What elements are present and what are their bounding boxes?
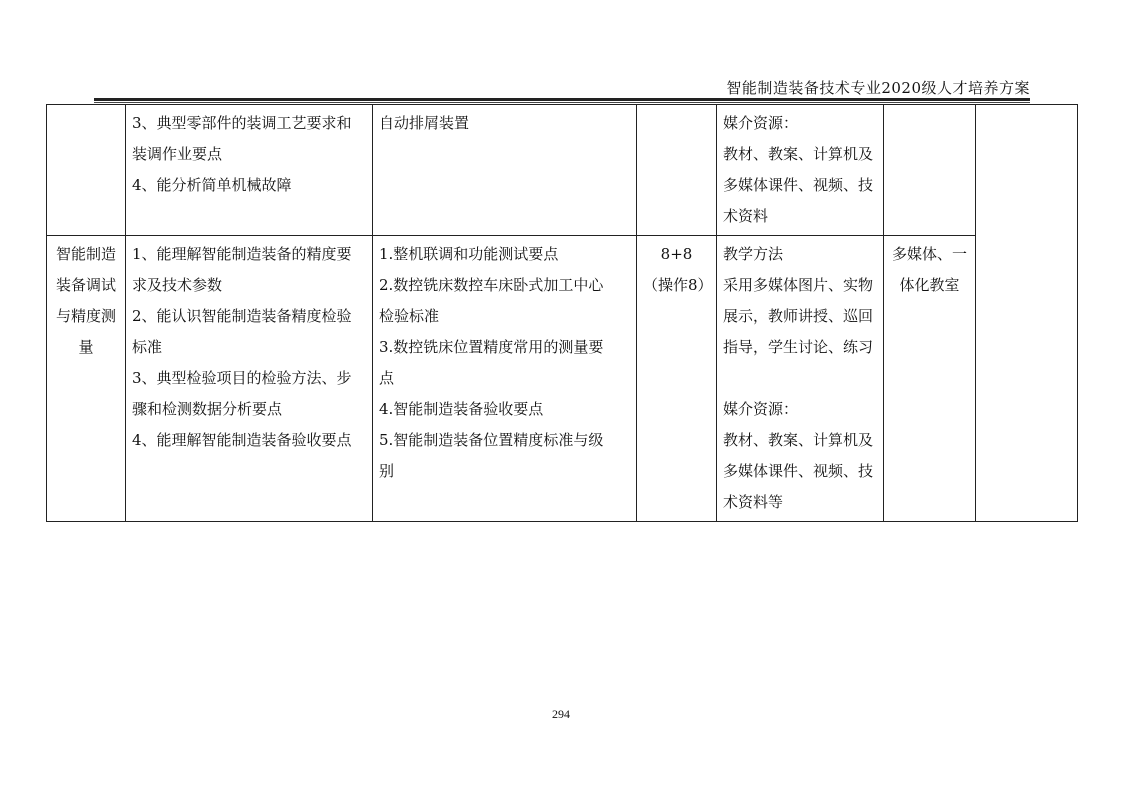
content-cell [373, 236, 637, 522]
objective-line: 标准 [132, 338, 163, 356]
hours-cell [637, 236, 717, 522]
methods-line: 教学方法 [723, 245, 784, 263]
content-line: 别 [379, 462, 395, 480]
module-line: 量 [78, 338, 94, 356]
table-row [47, 105, 1078, 236]
venue-cell [884, 236, 976, 522]
header-rule-thin [94, 102, 1030, 103]
methods-cell [717, 105, 884, 236]
methods-line: 教材、教案、计算机及 [723, 431, 874, 449]
table-row [47, 236, 1078, 522]
methods-line: 媒介资源： [723, 400, 799, 418]
objective-line: 骤和检测数据分析要点 [132, 400, 283, 418]
module-line: 智能制造 [55, 245, 116, 263]
objective-line: 1、能理解智能制造装备的精度要 [132, 245, 352, 263]
document-header-title: 智能制造装备技术专业2020级人才培养方案 [726, 79, 1030, 97]
content-line: 4.智能制造装备验收要点 [379, 400, 544, 418]
page-number: 294 [552, 707, 570, 721]
content-line: 检验标准 [379, 307, 440, 325]
objective-line: 3、典型零部件的装调工艺要求和 [132, 114, 352, 132]
objective-line: 求及技术参数 [132, 276, 223, 294]
content-line: 1.整机联调和功能测试要点 [379, 245, 559, 263]
objective-line: 4、能理解智能制造装备验收要点 [132, 431, 352, 449]
remarks-cell [976, 105, 1078, 522]
methods-line: 教材、教案、计算机及 [723, 145, 874, 163]
content-line: 自动排屑装置 [379, 114, 470, 132]
methods-line: 展示，教师讲授、巡回 [723, 307, 874, 325]
content-line: 2.数控铣床数控车床卧式加工中心 [379, 276, 604, 294]
objectives-cell [126, 236, 373, 522]
hours-line: 8+8 [660, 245, 693, 263]
module-line: 装备调试 [55, 276, 116, 294]
venue-line: 体化教室 [899, 276, 960, 294]
content-line: 3.数控铣床位置精度常用的测量要 [379, 338, 604, 356]
objective-line: 装调作业要点 [132, 145, 223, 163]
methods-line: 媒介资源： [723, 114, 799, 132]
methods-line: 采用多媒体图片、实物 [723, 276, 874, 294]
module-line: 与精度测 [55, 307, 116, 325]
methods-line: 指导，学生讨论、练习 [723, 338, 874, 356]
curriculum-table [46, 104, 1078, 522]
content-line: 点 [379, 369, 395, 387]
methods-line: 术资料 [723, 207, 769, 225]
methods-cell [717, 236, 884, 522]
objective-line: 2、能认识智能制造装备精度检验 [132, 307, 352, 325]
header-rule [94, 98, 1030, 101]
methods-line: 多媒体课件、视频、技 [723, 176, 874, 194]
module-cell [47, 236, 126, 522]
objectives-cell [126, 105, 373, 236]
objective-line: 4、能分析简单机械故障 [132, 176, 292, 194]
content-cell [373, 105, 637, 236]
methods-line: 多媒体课件、视频、技 [723, 462, 874, 480]
hours-cell [637, 105, 717, 236]
methods-line: 术资料等 [723, 493, 784, 511]
content-line: 5.智能制造装备位置精度标准与级 [379, 431, 604, 449]
objective-line: 3、典型检验项目的检验方法、步 [132, 369, 352, 387]
blank-line [723, 363, 877, 394]
hours-line: （操作8） [643, 276, 713, 294]
module-cell [47, 105, 126, 236]
venue-line: 多媒体、一 [891, 245, 967, 263]
venue-cell [884, 105, 976, 236]
